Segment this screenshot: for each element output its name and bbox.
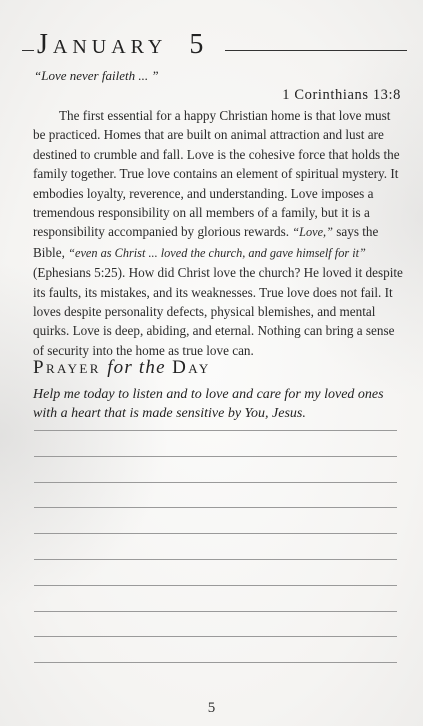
journal-line[interactable] — [34, 611, 397, 612]
date-header — [22, 24, 407, 60]
journal-line[interactable] — [34, 636, 397, 637]
prayer-heading — [33, 357, 211, 379]
journal-line[interactable] — [34, 456, 397, 457]
header-day: 5 — [189, 29, 204, 60]
header-month: January — [37, 29, 168, 60]
prayer-heading-italic: for the — [107, 357, 166, 378]
header-trailing-rule — [225, 50, 407, 51]
journal-line[interactable] — [34, 662, 397, 663]
journal-line[interactable] — [34, 533, 397, 534]
page-number: 5 — [207, 700, 216, 716]
journal-lines[interactable] — [34, 430, 397, 688]
header-lead-rule — [22, 50, 34, 51]
scripture-reference: 1 Corinthians 13:8 — [282, 87, 401, 103]
scripture-verse: “Love never faileth ... ” — [34, 68, 159, 83]
devotion-body — [33, 106, 405, 360]
prayer-heading-word: Prayer — [33, 357, 101, 378]
journal-line[interactable] — [34, 482, 397, 483]
journal-line[interactable] — [34, 430, 397, 431]
devotion-part-1: The first essential for a happy Christian home is that love must be practiced. Homes that are built on animal attraction and lust are destined to crumble and fall. Love is the cohesive force that holds the family together. True love contains an element of spiritual mystery. It embodies loyalty, reverence, and understanding. Love imposes a tremendous responsibility on all members of a family, but it is a responsibility accompanied by glorious rewards. — [33, 108, 400, 240]
prayer-text: Help me today to listen and to love and care for my loved ones with a heart that is made sensitive by You, Jesus. — [33, 387, 384, 422]
journal-line[interactable] — [34, 507, 397, 508]
journal-line[interactable] — [34, 559, 397, 560]
journal-line[interactable] — [34, 585, 397, 586]
devotion-part-3: (Ephesians 5:25). How did Christ love the church? He loved it despite its faults, its mistakes, and its weaknesses. True love does not fail. It loves despite personality defects, physical blemishes, and mental quirks. Love is deep, abiding, and eternal. Nothing can bring a sense of security into the home as true love can. — [33, 265, 403, 358]
prayer-heading-end: Day — [172, 357, 211, 378]
devotion-quote-1: “Love,” — [292, 225, 333, 240]
devotion-part-2: says the Bible, — [33, 224, 379, 260]
devotion-quote-2: “even as Christ ... loved the church, and gave himself for it” — [68, 245, 366, 260]
